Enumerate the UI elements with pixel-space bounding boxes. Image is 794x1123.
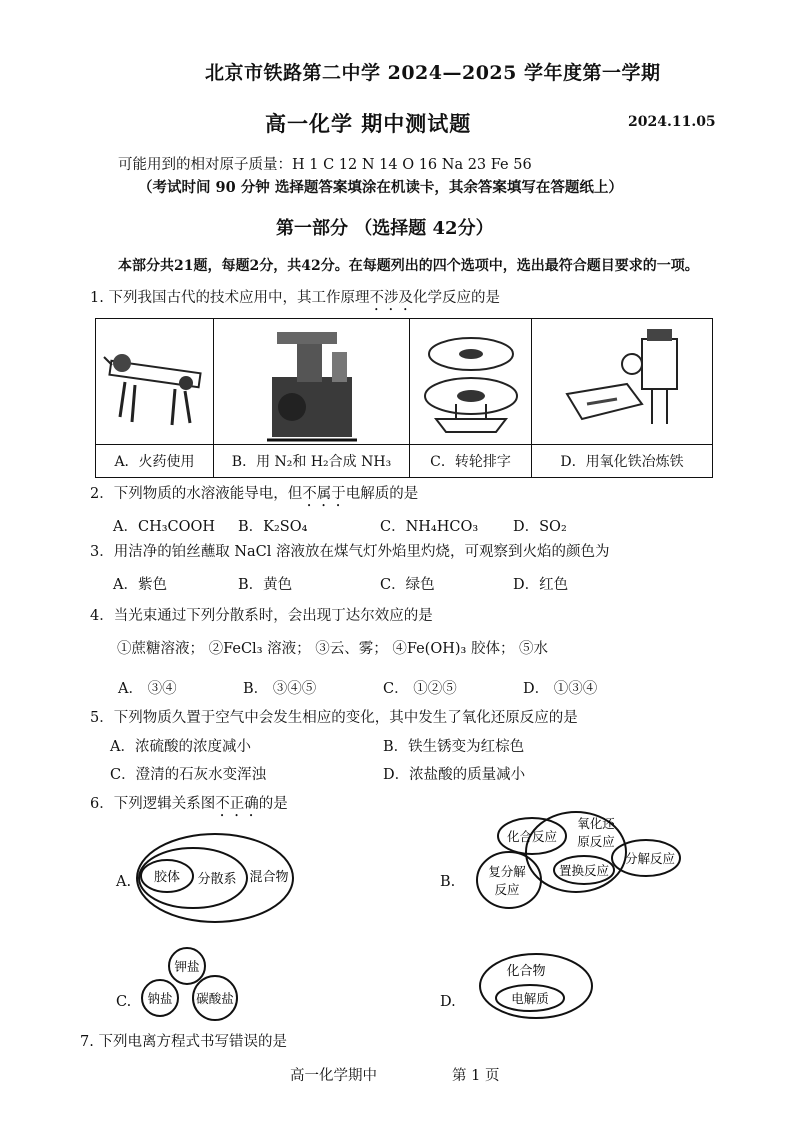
diag-c-carbonate: 碳酸盐: [196, 991, 234, 1006]
question-2-stem: 2．下列物质的水溶液能导电，但不属于电解质的是: [90, 486, 419, 502]
diag-b-double-line2: 反应: [494, 882, 520, 897]
diag-b-double-line1: 复分解: [488, 864, 526, 879]
diag-a-mixture: 混合物: [249, 870, 289, 885]
question-5-stem: 5．下列物质久置于空气中会发生相应的变化，其中发生了氧化还原反应的是: [90, 710, 578, 726]
section-instructions: 本部分共21题，每题2分，共42分。在每题列出的四个选项中，选出最符合题目要求的一项。: [118, 258, 699, 274]
q4-option-b: B． ③④⑤: [243, 681, 317, 697]
diag-a-dispersion: 分散系: [197, 872, 237, 887]
q4-option-d: D． ①③④: [523, 681, 598, 697]
q6-diagram-c: [135, 944, 260, 1024]
q3-option-b: B．黄色: [238, 577, 293, 593]
q4-option-c: C． ①②⑤: [383, 681, 457, 697]
atomic-mass-line: 可能用到的相对原子质量：H 1 C 12 N 14 O 16 Na 23 Fe 56: [118, 157, 532, 173]
question-3-stem: 3．用洁净的铂丝蘸取 NaCl 溶液放在煤气灯外焰里灼烧，可观察到火焰的颜色为: [90, 544, 610, 560]
q6-diagram-b: [474, 808, 699, 920]
image-gunpowder: [96, 319, 214, 445]
exam-title: 高一化学 期中测试题: [265, 111, 472, 136]
diag-b-displacement: 置换反应: [558, 863, 610, 878]
q1-option-d: D．用氧化铁冶炼铁: [560, 454, 684, 470]
q3-option-d: D．红色: [513, 577, 569, 593]
q5-option-d: D．浓盐酸的质量减小: [383, 767, 526, 783]
q1-option-a: A．火药使用: [96, 445, 214, 477]
q2-option-a: A．CH₃COOH: [113, 519, 216, 535]
footer-page: 第 1 页: [452, 1068, 500, 1084]
q6-label-a: A.: [116, 874, 132, 890]
diag-c-potassium: 钾盐: [174, 959, 200, 974]
q5-option-c: C．澄清的石灰水变浑浊: [110, 767, 267, 783]
q5-option-a: A．浓硫酸的浓度减小: [110, 739, 251, 755]
diag-a-colloid: 胶体: [153, 870, 181, 885]
question-4-stem: 4．当光束通过下列分散系时，会出现丁达尔效应的是: [90, 608, 433, 624]
image-ammonia-plant: [214, 319, 410, 445]
q6-label-c: C.: [116, 994, 132, 1010]
exam-note: （考试时间 90 分钟 选择题答案填涂在机读卡，其余答案填写在答题纸上）: [138, 179, 623, 196]
q2-option-d: D．SO₂: [513, 519, 567, 535]
q4-option-a: A． ③④: [118, 681, 177, 697]
image-type-wheel: [410, 319, 532, 445]
q2-option-c: C．NH₄HCO₃: [380, 519, 479, 535]
q6-label-d: D.: [440, 994, 456, 1010]
diag-d-electrolyte: 电解质: [511, 991, 549, 1006]
q5-option-b: B．铁生锈变为红棕色: [383, 739, 525, 755]
question-1-table: [95, 318, 713, 478]
diag-b-redox-line2: 原反应: [577, 834, 615, 849]
diag-c-sodium: 钠盐: [147, 991, 173, 1006]
q1-option-b: B．用 N₂和 H₂合成 NH₃: [214, 445, 410, 477]
question-6-stem: 6．下列逻辑关系图不正确的是: [90, 796, 288, 812]
q2-option-b: B．K₂SO₄: [238, 519, 308, 535]
question-4-items: ①蔗糖溶液； ②FeCl₃ 溶液； ③云、雾； ④Fe(OH)₃ 胶体； ⑤水: [117, 641, 549, 657]
section-title: 第一部分 （选择题 42分）: [276, 218, 494, 239]
exam-date: 2024.11.05: [628, 114, 716, 130]
q3-option-a: A．紫色: [113, 577, 167, 593]
q6-label-b: B.: [440, 874, 456, 890]
question-7-stem: 7. 下列电离方程式书写错误的是: [80, 1034, 287, 1050]
diag-b-combination: 化合反应: [506, 829, 558, 844]
diag-b-redox-line1: 氧化还: [577, 816, 615, 831]
q1-option-c: C．转轮排字: [410, 445, 532, 477]
q6-diagram-a: [135, 830, 300, 925]
q3-option-c: C．绿色: [380, 577, 435, 593]
diag-b-decomposition: 分解反应: [624, 851, 676, 866]
diag-d-compound: 化合物: [506, 964, 546, 979]
footer-course: 高一化学期中: [290, 1068, 377, 1084]
image-iron-smelting: [532, 319, 712, 445]
question-1-stem: 1. 下列我国古代的技术应用中，其工作原理不涉及化学反应的是: [90, 290, 500, 306]
school-header: 北京市铁路第二中学 2024—2025 学年度第一学期: [205, 62, 661, 84]
q6-diagram-d: [478, 952, 598, 1022]
